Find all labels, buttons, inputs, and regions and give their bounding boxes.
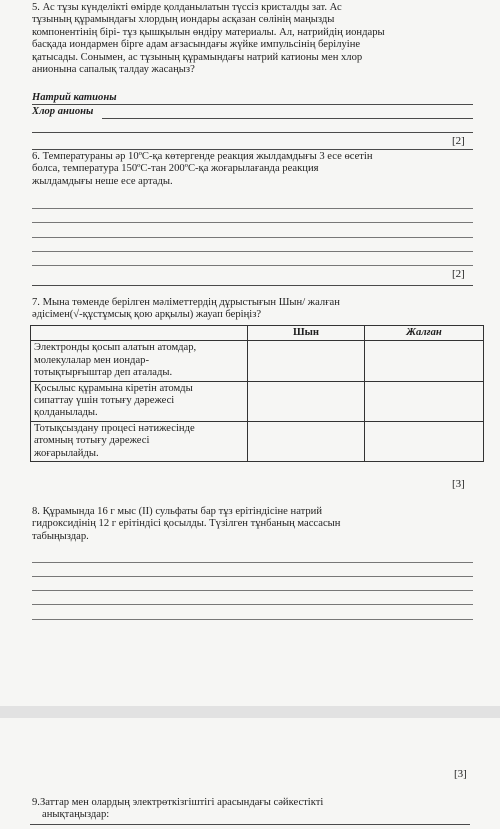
statement-line: молекулалар мен иондар- — [34, 354, 149, 366]
statement-line: Электронды қосып алатын атомдар, — [34, 342, 197, 354]
answer-line — [32, 149, 473, 150]
question-8 — [32, 506, 472, 543]
chlorine-anion-label: Хлор анионы — [32, 106, 94, 117]
answer-line — [32, 132, 473, 133]
answer-line — [32, 265, 473, 266]
question-5-marks: [2] — [452, 135, 465, 147]
table-row — [31, 381, 484, 421]
question-6-marks: [2] — [452, 268, 465, 280]
question-7-marks: [3] — [452, 478, 465, 490]
table-row — [31, 341, 484, 381]
true-checkbox-cell[interactable] — [248, 421, 365, 461]
statement-line: Қосылыс құрамына кіретін атомды — [34, 382, 193, 394]
table-header-statement — [31, 326, 248, 341]
question-9-line: 9.Заттар мен олардың электрөткізгіштігі арасындағы сәйкестікті — [32, 797, 324, 808]
answer-line — [32, 104, 473, 105]
answer-line — [32, 285, 473, 286]
question-7 — [32, 297, 472, 322]
worksheet-sheet-2 — [0, 718, 500, 829]
statement-line: тотықтырғыштар деп аталады. — [34, 367, 173, 379]
question-9 — [32, 797, 472, 822]
false-checkbox-cell[interactable] — [365, 341, 484, 381]
question-7-line: 7. Мына төменде берілген мәліметтердің дұрыстығын Шын/ жалған — [32, 297, 340, 308]
page-separator — [0, 706, 500, 718]
statement-line: жоғарылайды. — [34, 447, 99, 459]
question-5 — [32, 2, 472, 76]
sodium-cation-label: Натрий катионы — [32, 92, 117, 103]
answer-line — [32, 619, 473, 620]
statement-line: Тотықсыздану процесі нәтижесінде — [34, 422, 195, 434]
table-header-true: Шын — [248, 326, 365, 341]
question-6-line: 6. Температураны әр 10ºС-қа көтергенде реакция жылдамдығы 3 есе өсетін — [32, 151, 373, 162]
question-5-line: қатысады. Сонымен, ас тұзының құрамындағы натрий катионы мен хлор — [32, 51, 363, 63]
question-5-line: тұзының құрамындағы хлордың иондары асқазан сөлінің маңызды — [32, 14, 335, 26]
statement-cell — [31, 421, 248, 461]
page-2-marks: [3] — [454, 768, 467, 780]
table-header-row — [31, 326, 484, 341]
false-checkbox-cell[interactable] — [365, 421, 484, 461]
answer-line — [32, 604, 473, 605]
answer-line — [32, 590, 473, 591]
table-header-false: Жалған — [365, 326, 484, 341]
answer-line — [32, 237, 473, 238]
answer-line — [32, 576, 473, 577]
false-checkbox-cell[interactable] — [365, 381, 484, 421]
table-row — [31, 421, 484, 461]
question-5-line: анионына сапалық талдау жасаңыз? — [32, 64, 195, 76]
statement-line: сипаттау үшін тотығу дәрежесі — [34, 395, 175, 407]
question-5-line: 5. Ас тұзы күнделікті өмірде қолданылатын түссіз кристалды зат. Ас — [32, 2, 342, 13]
true-checkbox-cell[interactable] — [248, 381, 365, 421]
question-6 — [32, 151, 472, 188]
question-8-line: 8. Құрамында 16 г мыс (ІІ) сульфаты бар тұз ерітіндісіне натрий — [32, 506, 323, 517]
answer-line — [102, 118, 473, 119]
answer-line — [32, 208, 473, 209]
question-7-line: әдісімен(√-құстұмсық қою арқылы) жауап беріңіз? — [32, 309, 262, 321]
statement-cell — [31, 341, 248, 381]
statement-line: атомның тотығу дәрежесі — [34, 435, 150, 447]
true-false-table — [30, 325, 484, 462]
statement-cell — [31, 381, 248, 421]
answer-line — [32, 562, 473, 563]
question-6-line: болса, температура 150ºС-тан 200ºС-қа жоғарылағанда реакция — [32, 163, 319, 175]
question-5-line: басқада иондармен бірге адам ағзасындағы жүйке импульсінің берілуіне — [32, 39, 361, 51]
question-8-line: гидроксидінің 12 г ерітіндісі қосылды. Түзілген тұнбаның массасын — [32, 518, 341, 530]
answer-line — [32, 251, 473, 252]
true-checkbox-cell[interactable] — [248, 341, 365, 381]
statement-line: қолданылады. — [34, 407, 98, 419]
question-8-line: табыңыздар. — [32, 530, 89, 542]
q9-table-top-border — [30, 824, 470, 825]
question-6-line: жылдамдығы неше есе артады. — [32, 175, 173, 187]
question-5-line: компонентінің бірі- тұз қышқылын өндіру материалы. Ал, натрийдің иондары — [32, 26, 385, 38]
question-9-line: анықтаңыздар: — [42, 809, 110, 821]
answer-line — [32, 222, 473, 223]
